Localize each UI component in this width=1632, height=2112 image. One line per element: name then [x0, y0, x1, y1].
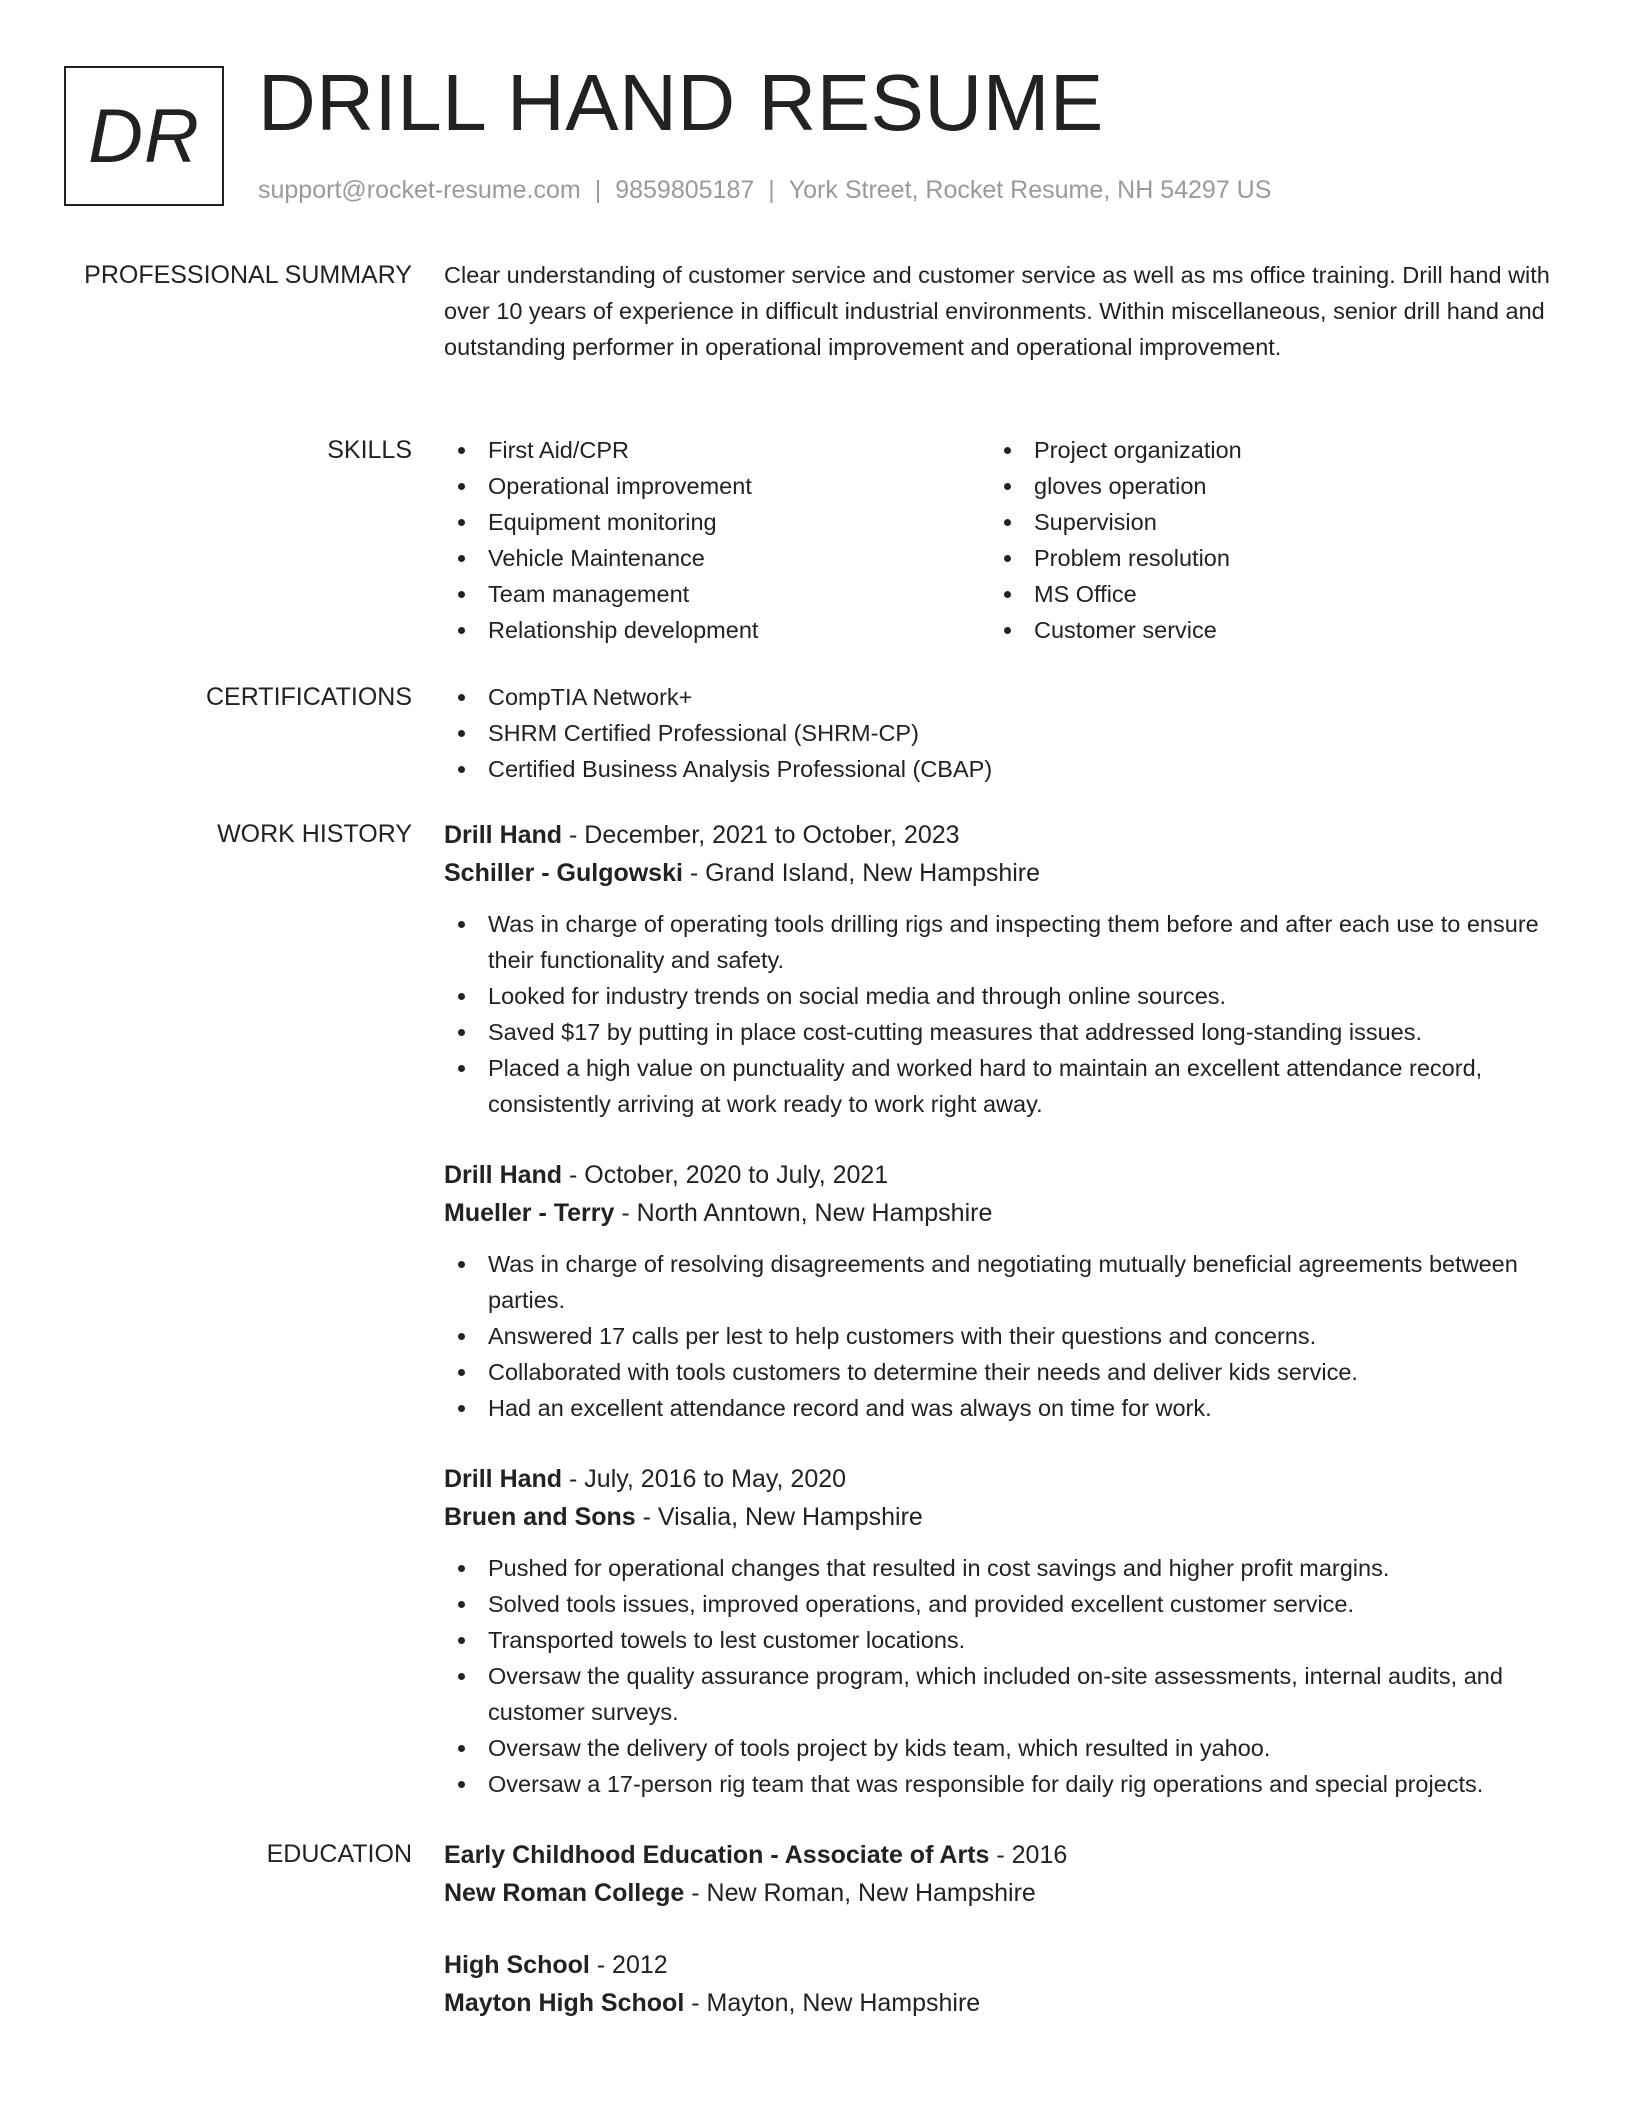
section-label-work-history: WORK HISTORY [217, 820, 412, 848]
list-item: Placed a high value on punctuality and worked hard to maintain an excellent attendance record, consistently arriving at work ready to work right away. [444, 1050, 1560, 1122]
list-item: First Aid/CPR [444, 432, 990, 468]
section-label-summary: PROFESSIONAL SUMMARY [84, 261, 412, 289]
list-item: Problem resolution [990, 540, 1536, 576]
list-item: Pushed for operational changes that resulted in cost savings and higher profit margins. [444, 1550, 1560, 1586]
education-location: - New Roman, New Hampshire [684, 1879, 1036, 1907]
list-item: Solved tools issues, improved operations, and provided excellent customer service. [444, 1586, 1560, 1622]
list-item: Oversaw a 17-person rig team that was responsible for daily rig operations and special projects. [444, 1766, 1560, 1802]
job-company: Bruen and Sons [444, 1503, 636, 1531]
certifications-list [444, 679, 1560, 787]
contact-line [258, 174, 1271, 206]
work-history-content [444, 816, 1560, 1836]
list-item: Was in charge of resolving disagreements and negotiating mutually beneficial agreements between parties. [444, 1246, 1560, 1318]
contact-email[interactable]: support@rocket-resume.com [258, 176, 581, 204]
education-school: New Roman College [444, 1879, 685, 1907]
job-entry [444, 816, 1560, 1122]
job-entry [444, 1460, 1560, 1802]
job-location: - North Anntown, New Hampshire [614, 1199, 993, 1227]
list-item: Customer service [990, 612, 1536, 648]
education-year: - 2016 [989, 1841, 1068, 1869]
job-location: - Visalia, New Hampshire [635, 1503, 923, 1531]
skills-list-right [990, 432, 1536, 648]
education-school-line [444, 1984, 1560, 2022]
section-label-skills: SKILLS [327, 436, 412, 464]
job-title: Drill Hand [444, 1465, 563, 1493]
job-dates: - October, 2020 to July, 2021 [562, 1161, 889, 1189]
section-label-education: EDUCATION [266, 1840, 412, 1868]
list-item: Operational improvement [444, 468, 990, 504]
job-dates: - July, 2016 to May, 2020 [562, 1465, 847, 1493]
list-item: Saved $17 by putting in place cost-cutting measures that addressed long-standing issues. [444, 1014, 1560, 1050]
education-degree: Early Childhood Education - Associate of Arts [444, 1841, 990, 1869]
education-degree-line [444, 1836, 1560, 1874]
list-item: Vehicle Maintenance [444, 540, 990, 576]
list-item: Oversaw the quality assurance program, which included on-site assessments, internal audits, and customer surveys. [444, 1658, 1560, 1730]
list-item: gloves operation [990, 468, 1536, 504]
education-year: - 2012 [589, 1951, 668, 1979]
job-bullets [444, 906, 1560, 1122]
list-item: Had an excellent attendance record and was always on time for work. [444, 1390, 1560, 1426]
job-company-line [444, 1194, 1560, 1232]
job-bullets [444, 1550, 1560, 1802]
list-item: MS Office [990, 576, 1536, 612]
job-bullets [444, 1246, 1560, 1426]
education-entry [444, 1836, 1560, 1912]
page-title: DRILL HAND RESUME [258, 58, 1104, 147]
job-title-line [444, 816, 1560, 854]
job-company-line [444, 854, 1560, 892]
contact-separator: | [594, 176, 602, 204]
skills-columns [444, 432, 1560, 648]
skills-list-left [444, 432, 990, 648]
list-item: Certified Business Analysis Professional (CBAP) [444, 751, 1560, 787]
list-item: Project organization [990, 432, 1536, 468]
job-title: Drill Hand [444, 821, 563, 849]
list-item: Transported towels to lest customer locations. [444, 1622, 1560, 1658]
contact-address: York Street, Rocket Resume, NH 54297 US [788, 176, 1272, 204]
list-item: Supervision [990, 504, 1536, 540]
education-entry [444, 1946, 1560, 2022]
contact-phone[interactable]: 9859805187 [615, 176, 755, 204]
job-entry [444, 1156, 1560, 1426]
list-item: Oversaw the delivery of tools project by kids team, which resulted in yahoo. [444, 1730, 1560, 1766]
list-item: CompTIA Network+ [444, 679, 1560, 715]
list-item: Relationship development [444, 612, 990, 648]
summary-text: Clear understanding of customer service and customer service as well as ms office training. Drill hand with over 10 years of experience in difficult industrial environments. Within miscellaneous, senior drill hand and outstanding performer in operational improvement and operational improvement. [444, 262, 1550, 360]
education-school-line [444, 1874, 1560, 1912]
job-title: Drill Hand [444, 1161, 563, 1189]
education-location: - Mayton, New Hampshire [684, 1989, 981, 2017]
job-company: Mueller - Terry [444, 1199, 615, 1227]
job-title-line [444, 1156, 1560, 1194]
list-item: Equipment monitoring [444, 504, 990, 540]
list-item: SHRM Certified Professional (SHRM-CP) [444, 715, 1560, 751]
list-item: Answered 17 calls per lest to help customers with their questions and concerns. [444, 1318, 1560, 1354]
contact-separator: | [768, 176, 775, 204]
section-label-certifications: CERTIFICATIONS [205, 683, 412, 711]
education-content [444, 1836, 1560, 2056]
certifications-content [444, 679, 1560, 787]
list-item: Was in charge of operating tools drilling rigs and inspecting them before and after each use to ensure their functionality and safety. [444, 906, 1560, 978]
list-item: Team management [444, 576, 990, 612]
education-degree-line [444, 1946, 1560, 1984]
monogram-logo: DR [64, 66, 224, 206]
list-item: Collaborated with tools customers to determine their needs and deliver kids service. [444, 1354, 1560, 1390]
list-item: Looked for industry trends on social media and through online sources. [444, 978, 1560, 1014]
education-school: Mayton High School [444, 1989, 685, 2017]
job-dates: - December, 2021 to October, 2023 [562, 821, 960, 849]
job-location: - Grand Island, New Hampshire [682, 859, 1041, 887]
job-title-line [444, 1460, 1560, 1498]
education-degree: High School [444, 1951, 590, 1979]
job-company-line [444, 1498, 1560, 1536]
job-company: Schiller - Gulgowski [444, 859, 683, 887]
